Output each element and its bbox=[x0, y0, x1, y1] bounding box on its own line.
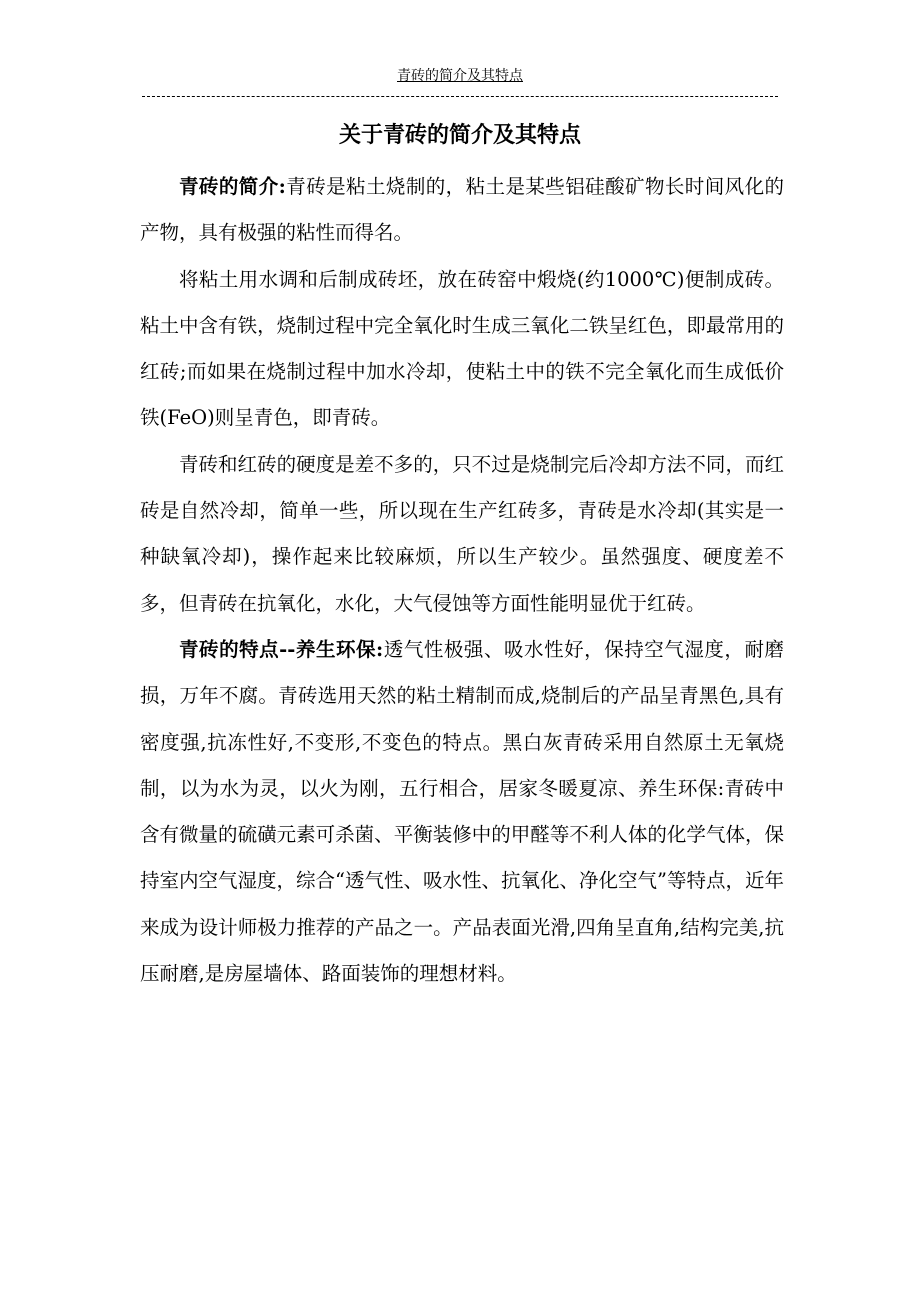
paragraph-lead: 青砖的特点--养生环保: bbox=[179, 637, 384, 661]
paragraph-intro bbox=[140, 164, 784, 257]
paragraph-lead: 青砖的简介: bbox=[179, 175, 286, 198]
header-divider bbox=[142, 96, 778, 97]
paragraph-features bbox=[140, 627, 784, 997]
document-body bbox=[140, 164, 784, 997]
paragraph-text: 青砖和红砖的硬度是差不多的，只不过是烧制完后冷却方法不同，而红砖是自然冷却，简单一些，所以现在生产红砖多，青砖是水冷却(其实是一种缺氧冷却)，操作起来比较麻烦，所以生产较少。虽然强度、硬度差不多，但青砖在抗氧化，水化，大气侵蚀等方面性能明显优于红砖。 bbox=[140, 452, 784, 615]
paragraph-text: 青砖是粘土烧制的，粘土是某些铝硅酸矿物长时间风化的产物，具有极强的粘性而得名。 bbox=[140, 175, 784, 245]
paragraph-hardness bbox=[140, 442, 784, 627]
document-title: 关于青砖的简介及其特点 bbox=[338, 122, 581, 148]
page-header bbox=[0, 66, 920, 86]
paragraph-text: 透气性极强、吸水性好，保持空气湿度，耐磨损，万年不腐。青砖选用天然的粘土精制而成,烧制后的产品呈青黑色,具有密度强,抗冻性好,不变形,不变色的特点。黑白灰青砖采用自然原土无氧烧制，以为水为灵，以火为刚，五行相合，居家冬暖夏凉、养生环保:青砖中含有微量的硫磺元素可杀菌、平衡装修中的甲醛等不利人体的化学气体，保持室内空气湿度，综合“透气性、吸水性、抗氧化、净化空气”等特点，近年来成为设计师极力推荐的产品之一。产品表面光滑,四角呈直角,结构完美,抗压耐磨,是房屋墙体、路面装饰的理想材料。 bbox=[140, 637, 784, 986]
header-text: 青砖的简介及其特点 bbox=[397, 68, 523, 84]
paragraph-text: 将粘土用水调和后制成砖坯，放在砖窑中煅烧(约1000℃)便制成砖。粘土中含有铁，烧制过程中完全氧化时生成三氧化二铁呈红色，即最常用的红砖;而如果在烧制过程中加水冷却，使粘土中的铁不完全氧化而生成低价铁(FeO)则呈青色，即青砖。 bbox=[140, 267, 784, 430]
paragraph-firing bbox=[140, 257, 784, 442]
